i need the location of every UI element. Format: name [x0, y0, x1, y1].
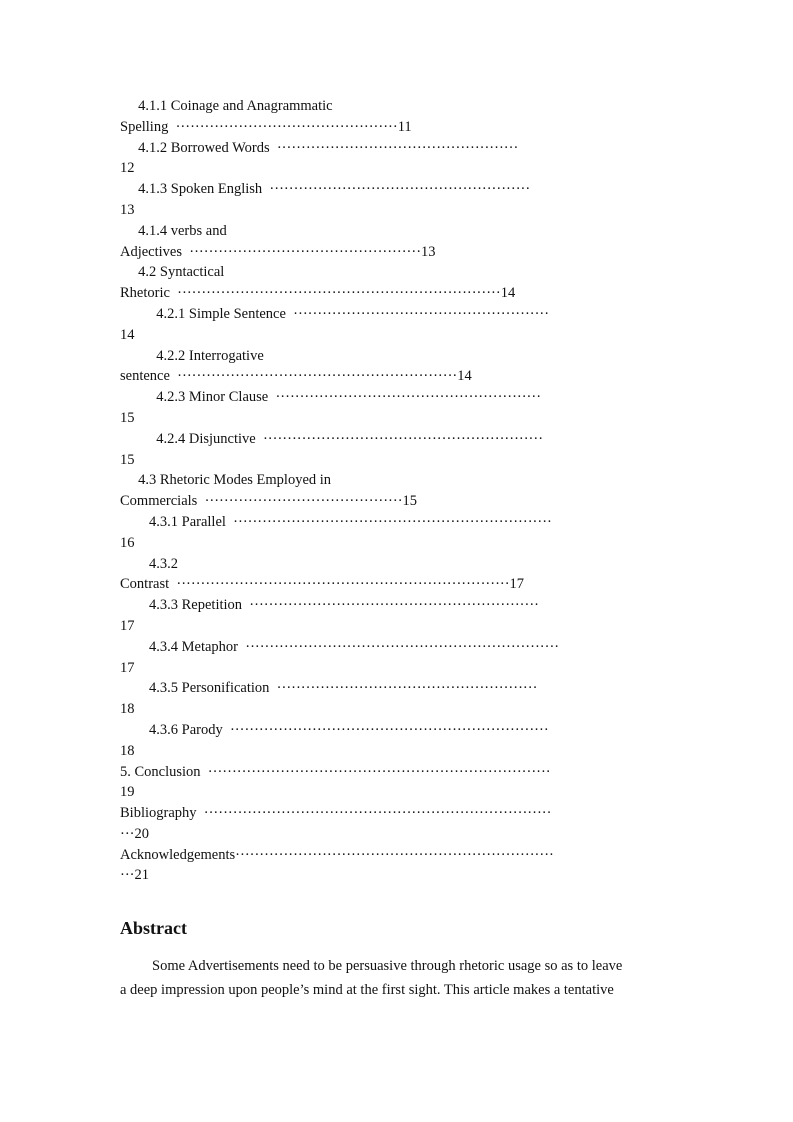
toc-line: 17	[120, 617, 135, 634]
toc-line: 4.1.1 Coinage and Anagrammatic	[120, 98, 333, 114]
toc-line: Rhetoric ···································································14	[120, 285, 516, 302]
toc-line: Acknowledgements··································································	[120, 846, 554, 863]
abstract-line: a deep impression upon people’s mind at the first sight. This article makes a tentative	[120, 982, 614, 998]
toc-line: 4.2.1 Simple Sentence ·····················································	[120, 305, 550, 322]
abstract-paragraph	[120, 954, 680, 1002]
toc-line: 14	[120, 326, 135, 343]
toc-line: 4.3.6 Parody ··································································	[120, 721, 549, 738]
toc-line: 17	[120, 659, 135, 676]
toc-line: 4.2 Syntactical	[120, 264, 225, 281]
toc-line: 4.1.4 verbs and	[120, 222, 227, 239]
toc-line: 4.3.3 Repetition ····························································	[120, 597, 539, 614]
toc-line: 15	[120, 409, 135, 426]
toc-line: ···21	[120, 867, 149, 884]
toc-line: 18	[120, 742, 135, 759]
toc-line: Spelling ··············································11	[120, 118, 412, 135]
abstract-line: Some Advertisements need to be persuasive through rhetoric usage so as to leave	[152, 958, 623, 974]
toc-line: 4.3.4 Metaphor ·································································	[120, 638, 560, 655]
toc-line: Contrast ·····································································17	[120, 576, 525, 593]
toc-line: 18	[120, 701, 135, 718]
toc-line: 4.3 Rhetoric Modes Employed in	[120, 472, 332, 489]
toc-line: 16	[120, 534, 135, 551]
toc-line: ···20	[120, 825, 149, 842]
toc-line: 4.2.3 Minor Clause ·······················································	[120, 389, 542, 406]
toc-line: Commercials ·········································15	[120, 493, 418, 510]
toc-line: Adjectives ················································13	[120, 243, 436, 260]
toc-line: 12	[120, 160, 135, 177]
toc-line: 4.1.2 Borrowed Words ··················································	[120, 139, 519, 156]
toc-line: 4.1.3 Spoken English ······················································	[120, 181, 531, 198]
toc-line: 15	[120, 451, 135, 468]
toc-line: 4.2.4 Disjunctive ··························································	[120, 430, 544, 447]
toc-line: 4.3.5 Personification ······················································	[120, 680, 538, 697]
toc-line: 19	[120, 784, 135, 801]
abstract-heading: Abstract	[120, 918, 187, 938]
table-of-contents	[120, 96, 680, 886]
toc-line: 4.2.2 Interrogative	[120, 347, 264, 364]
toc-line: 13	[120, 201, 135, 218]
toc-line: Bibliography ········································································	[120, 805, 552, 822]
toc-line: 4.3.2	[120, 555, 178, 572]
toc-line: sentence ··························································14	[120, 368, 472, 385]
toc-line: 4.3.1 Parallel ··································································	[120, 513, 552, 530]
toc-line: 5. Conclusion ·······································································	[120, 763, 551, 780]
